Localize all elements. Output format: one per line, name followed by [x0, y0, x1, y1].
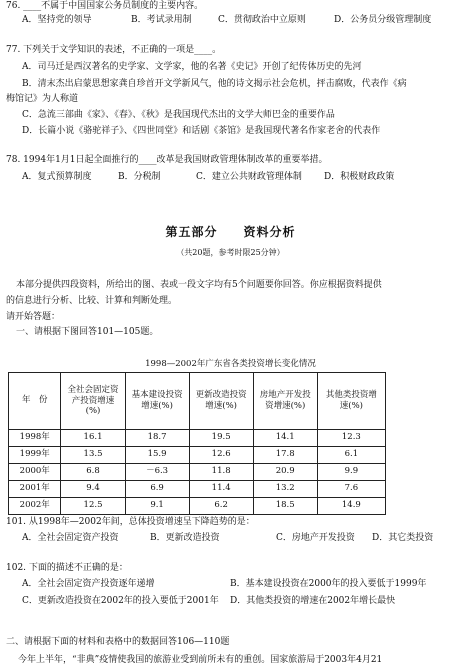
q102-option-c: C．更新改造投资在2002年的投入要低于2001年 [22, 596, 219, 606]
section2-heading: 二、请根据下面的材料和表格中的数据回答106—110题 [6, 637, 230, 647]
part5-title: 第五部分 资料分析 [165, 225, 296, 239]
cell: 9.9 [317, 464, 385, 481]
q78-stem: 78. 1994年1月1日起全面推行的____改革是我国财政管理体制改革的重要举措。 [6, 155, 328, 165]
cell: －6.3 [125, 464, 189, 481]
table-row [9, 464, 386, 481]
cell: 9.1 [125, 498, 189, 515]
q102-option-b: B．基本建设投资在2000年的投入要低于1999年 [230, 579, 427, 589]
header-total: 全社会固定资产投资增速(%) [61, 373, 125, 430]
q78-option-c: C．建立公共财政管理体制 [196, 172, 302, 182]
q78-option-d: D．积极财政政策 [324, 172, 395, 182]
cell: 13.5 [61, 447, 125, 464]
table-row [9, 498, 386, 515]
cell: 14.1 [253, 430, 317, 447]
row-year: 2002年 [9, 498, 61, 515]
table-row [9, 430, 386, 447]
cell: 11.8 [189, 464, 253, 481]
row-year: 2000年 [9, 464, 61, 481]
q101-stem: 101. 从1998年—2002年间，总体投资增速呈下降趋势的是： [6, 517, 255, 527]
cell: 19.5 [189, 430, 253, 447]
cell: 18.5 [253, 498, 317, 515]
q102-option-a: A．全社会固定资产投资逐年递增 [22, 579, 155, 589]
row-year: 2001年 [9, 481, 61, 498]
q78-option-b: B．分税制 [118, 172, 161, 182]
part5-intro-1: 本部分提供四段资料，所给出的图、表或一段文字均有5个问题要你回答。你应根据资料提供 [16, 280, 382, 290]
cell: 6.2 [189, 498, 253, 515]
q76-option-a: A．坚持党的领导 [22, 15, 92, 25]
q77-option-d: D．长篇小说《骆驼祥子》、《四世同堂》和话剧《茶馆》是我国现代著名作家老舍的代表作 [22, 126, 381, 136]
section1-heading: 一、请根据下图回答101—105题。 [16, 327, 159, 337]
part5-subtitle: （共20题，参考时限25分钟） [176, 248, 285, 257]
header-renovation: 更新改造投资增速(%) [189, 373, 253, 430]
q76-option-c: C．贯彻政治中立原则 [218, 15, 306, 25]
q77-option-a: A．司马迁是西汉著名的史学家、文学家，他的名著《史记》开创了纪传体历史的先河 [22, 62, 362, 72]
table-row [9, 481, 386, 498]
q101-option-a: A．全社会固定资产投资 [22, 533, 119, 543]
cell: 18.7 [125, 430, 189, 447]
cell: 12.6 [189, 447, 253, 464]
cell: 11.4 [189, 481, 253, 498]
investment-table [8, 372, 386, 515]
cell: 14.9 [317, 498, 385, 515]
q102-stem: 102. 下面的描述不正确的是： [6, 563, 128, 573]
q101-option-c: C．房地产开发投资 [276, 533, 355, 543]
section2-text: 今年上半年，“非典”疫情使我国的旅游业受到前所未有的重创。国家旅游局于2003年4月21 [18, 655, 383, 665]
q77-option-b: B．清末杰出启蒙思想家龚自珍首开文学新风气，他的诗文揭示社会危机，抨击腐败，代表作《病 [22, 79, 407, 89]
header-real-estate: 房地产开发投资增速(%) [253, 373, 317, 430]
header-year: 年 份 [9, 373, 61, 430]
cell: 7.6 [317, 481, 385, 498]
q77-stem: 77. 下列关于文学知识的表述，不正确的一项是____。 [6, 45, 222, 55]
cell: 6.1 [317, 447, 385, 464]
part5-intro-2: 的信息进行分析、比较、计算和判断处理。 [6, 296, 178, 306]
part5-start: 请开始答题： [6, 312, 61, 322]
cell: 12.3 [317, 430, 385, 447]
row-year: 1999年 [9, 447, 61, 464]
row-year: 1998年 [9, 430, 61, 447]
q77-option-c: C．急流三部曲《家》、《春》、《秋》是我国现代杰出的文学大师巴金的重要作品 [22, 110, 335, 120]
q78-option-a: A．复式预算制度 [22, 172, 92, 182]
header-other: 其他类投资增速(%) [317, 373, 385, 430]
q76-stem: 76. ____不属于中国国家公务员制度的主要内容。 [6, 1, 204, 11]
header-basic: 基本建设投资增速(%) [125, 373, 189, 430]
cell: 15.9 [125, 447, 189, 464]
q76-option-b: B．考试录用制 [131, 15, 192, 25]
cell: 20.9 [253, 464, 317, 481]
q101-option-d: D．其它类投资 [372, 533, 434, 543]
table-row [9, 447, 386, 464]
table-header-row [9, 373, 386, 430]
cell: 12.5 [61, 498, 125, 515]
q77-option-b-cont: 梅馆记》为人称道 [6, 94, 79, 104]
cell: 6.8 [61, 464, 125, 481]
cell: 16.1 [61, 430, 125, 447]
cell: 9.4 [61, 481, 125, 498]
cell: 13.2 [253, 481, 317, 498]
q102-option-d: D．其他类投资的增速在2002年增长最快 [230, 596, 396, 606]
cell: 17.8 [253, 447, 317, 464]
q76-option-d: D．公务员分级管理制度 [334, 15, 432, 25]
table-title: 1998—2002年广东省各类投资增长变化情况 [145, 359, 316, 369]
cell: 6.9 [125, 481, 189, 498]
q101-option-b: B．更新改造投资 [150, 533, 220, 543]
